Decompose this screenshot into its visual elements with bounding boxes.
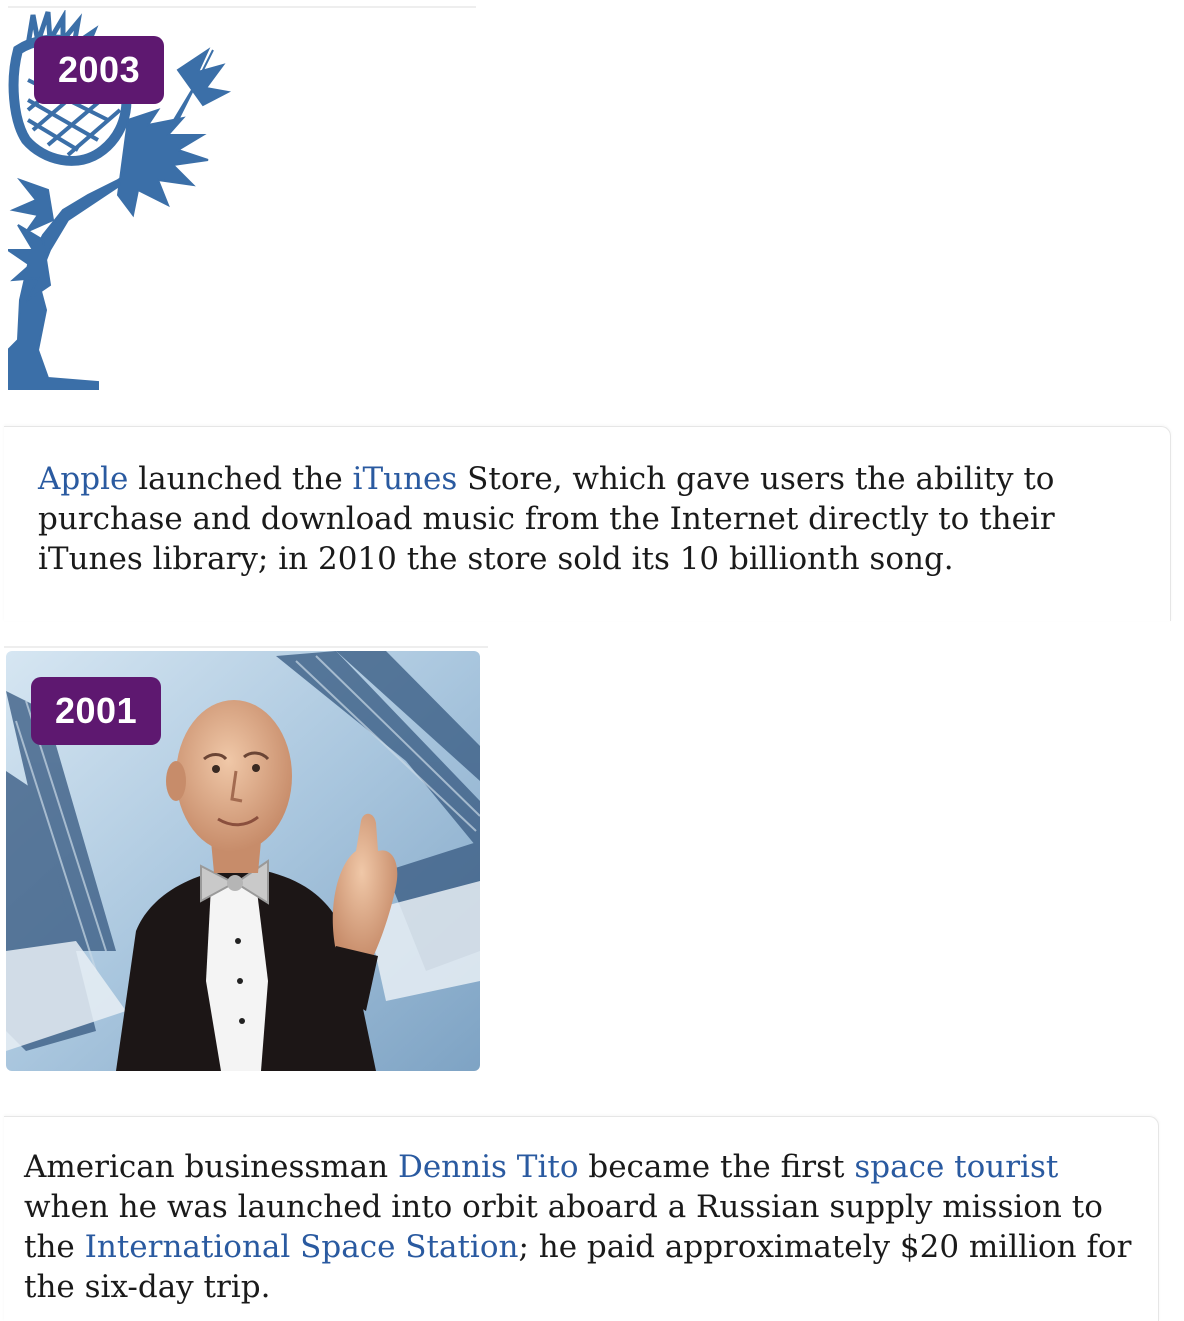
link-dennis-tito[interactable]: Dennis Tito xyxy=(397,1149,579,1185)
text-segment: Store, which gave users the ability to purchase and download music from the Internet directly to their iTunes library; in 2010 the store sold its 10 billionth song. xyxy=(38,461,1055,577)
event-description-card xyxy=(4,426,1171,621)
text-segment: launched the xyxy=(128,461,353,497)
link-apple[interactable]: Apple xyxy=(38,461,129,497)
text-segment: when he was launched into orbit aboard a Russian supply mission to the xyxy=(24,1189,1103,1265)
timeline-event-2003 xyxy=(0,0,1184,620)
event-description xyxy=(38,459,1128,579)
year-badge: 2001 xyxy=(31,677,161,745)
link-itunes[interactable]: iTunes xyxy=(352,461,458,497)
text-segment: American businessman xyxy=(24,1149,398,1185)
event-description xyxy=(24,1147,1134,1307)
image-top-rule xyxy=(8,6,476,8)
event-description-card xyxy=(4,1116,1159,1321)
text-segment: became the first xyxy=(578,1149,855,1185)
year-badge: 2003 xyxy=(34,36,164,104)
image-top-rule xyxy=(4,646,488,648)
text-segment: ; he paid approximately $20 million for the six-day trip. xyxy=(24,1229,1132,1305)
link-international-space-station[interactable]: International Space Station xyxy=(84,1229,519,1265)
timeline-event-2001 xyxy=(0,640,1184,1320)
link-space-tourist[interactable]: space tourist xyxy=(854,1149,1059,1185)
